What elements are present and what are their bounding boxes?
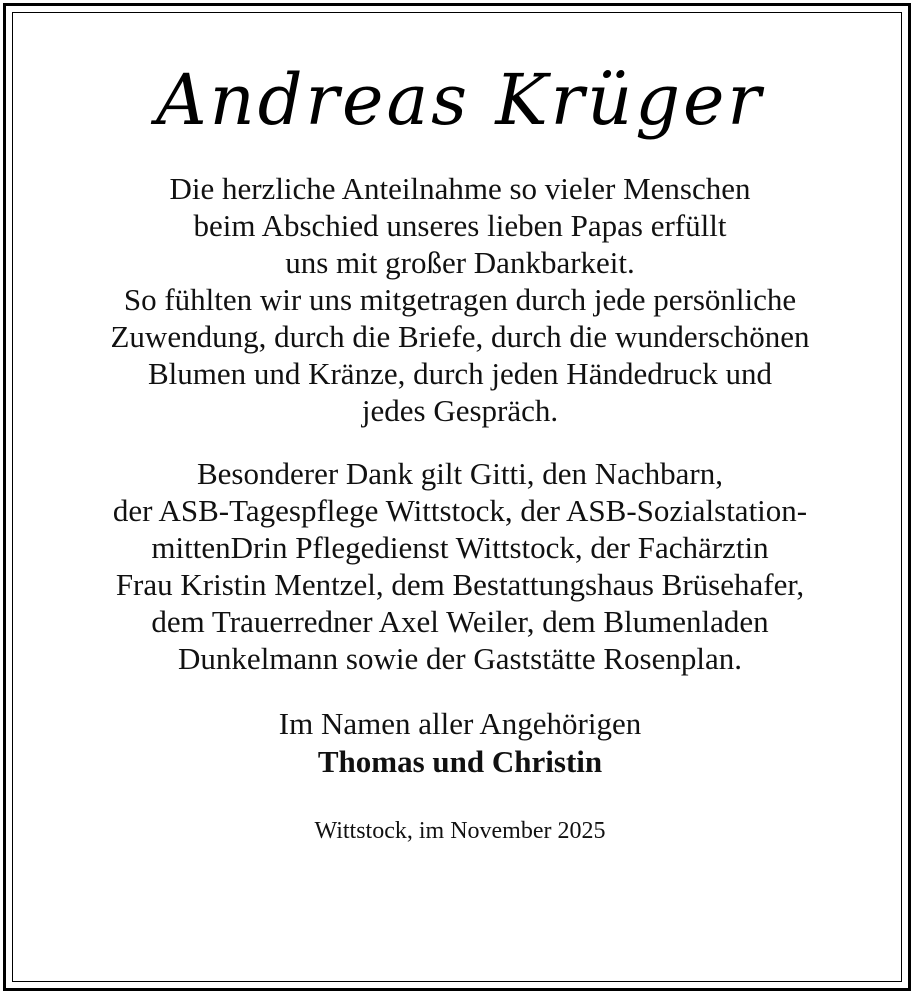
signers: Thomas und Christin <box>317 744 603 779</box>
text-line: beim Abschied unseres lieben Papas erfüllt <box>193 208 727 243</box>
text-line: Dunkelmann sowie der Gaststätte Rosenplan. <box>178 641 742 676</box>
text-line: Blumen und Kränze, durch jeden Händedruck und <box>147 356 773 391</box>
text-line: dem Trauerredner Axel Weiler, dem Blumenladen <box>151 604 769 639</box>
text-line: Zuwendung, durch die Briefe, durch die wunderschönen <box>110 319 810 354</box>
special-thanks-paragraph <box>20 455 900 677</box>
text-line: jedes Gespräch. <box>361 393 559 428</box>
text-line: der ASB-Tagespflege Wittstock, der ASB-Sozialstation- <box>112 493 808 528</box>
text-line: uns mit großer Dankbarkeit. <box>285 245 635 280</box>
text-line: Die herzliche Anteilnahme so vieler Menschen <box>169 171 751 206</box>
place-date: Wittstock, im November 2025 <box>314 818 606 844</box>
text-line: Frau Kristin Mentzel, dem Bestattungshaus Brüsehafer, <box>115 567 805 602</box>
deceased-name: Andreas Krüger <box>156 59 764 141</box>
closing-line: Im Namen aller Angehörigen <box>278 706 642 741</box>
text-line: Besonderer Dank gilt Gitti, den Nachbarn, <box>197 456 723 491</box>
text-line: mittenDrin Pflegedienst Wittstock, der Fachärztin <box>151 530 769 565</box>
thanks-paragraph <box>20 170 900 429</box>
notice-content <box>20 20 900 846</box>
text-line: So fühlten wir uns mitgetragen durch jede persönliche <box>123 282 797 317</box>
